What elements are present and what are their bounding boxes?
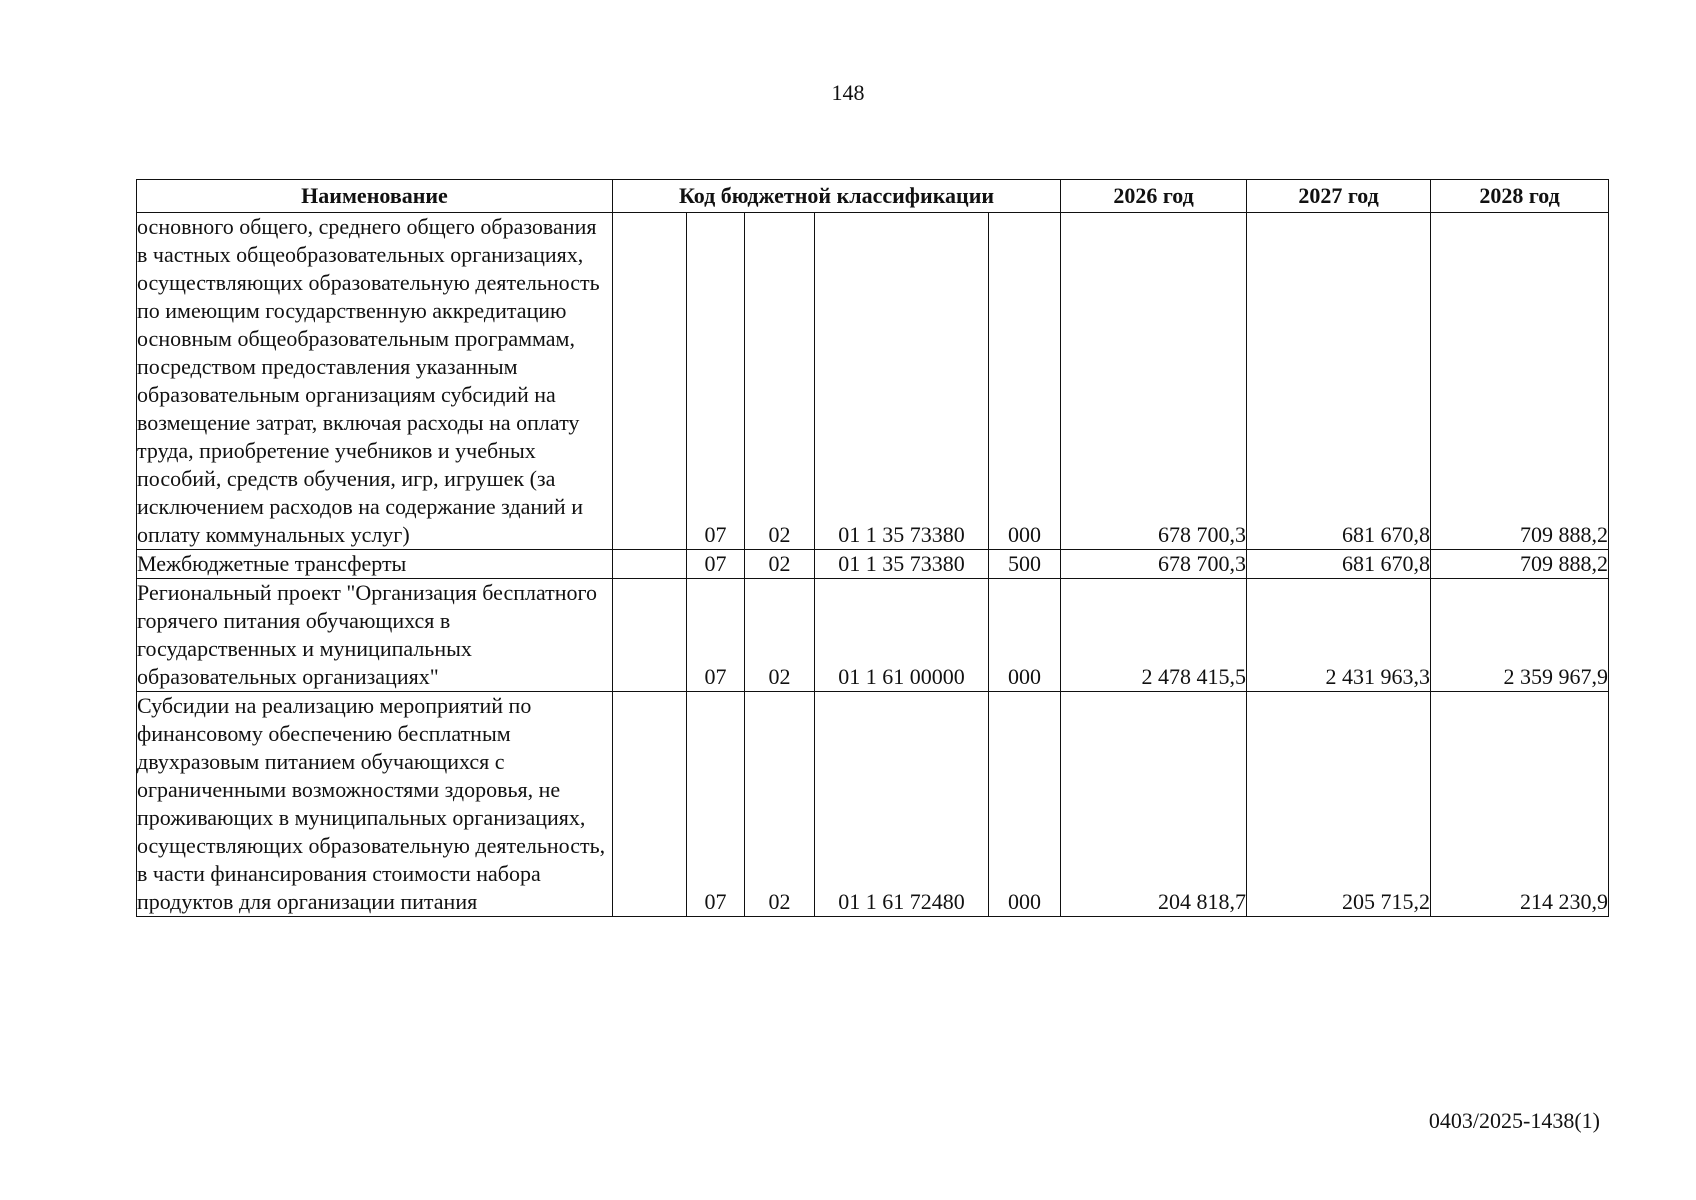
row-code-1 bbox=[613, 213, 687, 550]
row-value-2026: 2 478 415,5 bbox=[1061, 579, 1247, 692]
row-code-subsection: 02 bbox=[745, 550, 815, 579]
row-name: основного общего, среднего общего образования в частных общеобразовательных организациях, осуществляющих образовательную деятельность по имеющим государственную аккредитацию основным общеобразовательным программам, посредством предоставления указанным образовательным организациям субсидий на возмещение затрат, включая расходы на оплату труда, приобретение учебников и учебных пособий, средств обучения, игр, игрушек (за исключением расходов на содержание зданий и оплату коммунальных услуг) bbox=[137, 213, 613, 550]
row-code-section: 07 bbox=[687, 213, 745, 550]
row-code-expense-type: 000 bbox=[989, 213, 1061, 550]
document-code: 0403/2025-1438(1) bbox=[1428, 1108, 1600, 1133]
row-value-2028: 709 888,2 bbox=[1431, 213, 1609, 550]
row-name: Субсидии на реализацию мероприятий по финансовому обеспечению бесплатным двухразовым питанием обучающихся с ограниченными возможностями здоровья, не проживающих в муниципальных организациях, осуществляющих образовательную деятельность, в части финансирования стоимости набора продуктов для организации питания bbox=[137, 692, 613, 917]
row-code-1 bbox=[613, 692, 687, 917]
row-value-2027: 205 715,2 bbox=[1247, 692, 1431, 917]
header-2026: 2026 год bbox=[1061, 180, 1247, 213]
page-number: 148 bbox=[831, 80, 865, 105]
row-code-section: 07 bbox=[687, 550, 745, 579]
row-value-2028: 709 888,2 bbox=[1431, 550, 1609, 579]
header-2027: 2027 год bbox=[1247, 180, 1431, 213]
row-value-2028: 2 359 967,9 bbox=[1431, 579, 1609, 692]
table-row bbox=[137, 579, 1609, 692]
row-code-target: 01 1 61 72480 bbox=[815, 692, 989, 917]
row-name: Региональный проект "Организация бесплатного горячего питания обучающихся в государственных и муниципальных образовательных организациях" bbox=[137, 579, 613, 692]
row-code-target: 01 1 61 00000 bbox=[815, 579, 989, 692]
row-code-expense-type: 000 bbox=[989, 579, 1061, 692]
table-row bbox=[137, 550, 1609, 579]
row-code-1 bbox=[613, 579, 687, 692]
row-value-2027: 681 670,8 bbox=[1247, 550, 1431, 579]
row-code-section: 07 bbox=[687, 579, 745, 692]
table-header-row bbox=[137, 180, 1609, 213]
budget-table bbox=[136, 179, 1609, 917]
row-value-2026: 678 700,3 bbox=[1061, 213, 1247, 550]
row-value-2028: 214 230,9 bbox=[1431, 692, 1609, 917]
header-budget-code: Код бюджетной классификации bbox=[613, 180, 1061, 213]
row-value-2026: 678 700,3 bbox=[1061, 550, 1247, 579]
row-code-expense-type: 000 bbox=[989, 692, 1061, 917]
table-row bbox=[137, 213, 1609, 550]
header-name: Наименование bbox=[137, 180, 613, 213]
row-code-subsection: 02 bbox=[745, 213, 815, 550]
row-code-section: 07 bbox=[687, 692, 745, 917]
row-code-expense-type: 500 bbox=[989, 550, 1061, 579]
row-value-2026: 204 818,7 bbox=[1061, 692, 1247, 917]
row-code-subsection: 02 bbox=[745, 579, 815, 692]
row-code-1 bbox=[613, 550, 687, 579]
row-code-subsection: 02 bbox=[745, 692, 815, 917]
row-value-2027: 2 431 963,3 bbox=[1247, 579, 1431, 692]
row-code-target: 01 1 35 73380 bbox=[815, 213, 989, 550]
header-2028: 2028 год bbox=[1431, 180, 1609, 213]
row-value-2027: 681 670,8 bbox=[1247, 213, 1431, 550]
table-row bbox=[137, 692, 1609, 917]
row-name: Межбюджетные трансферты bbox=[137, 550, 613, 579]
row-code-target: 01 1 35 73380 bbox=[815, 550, 989, 579]
